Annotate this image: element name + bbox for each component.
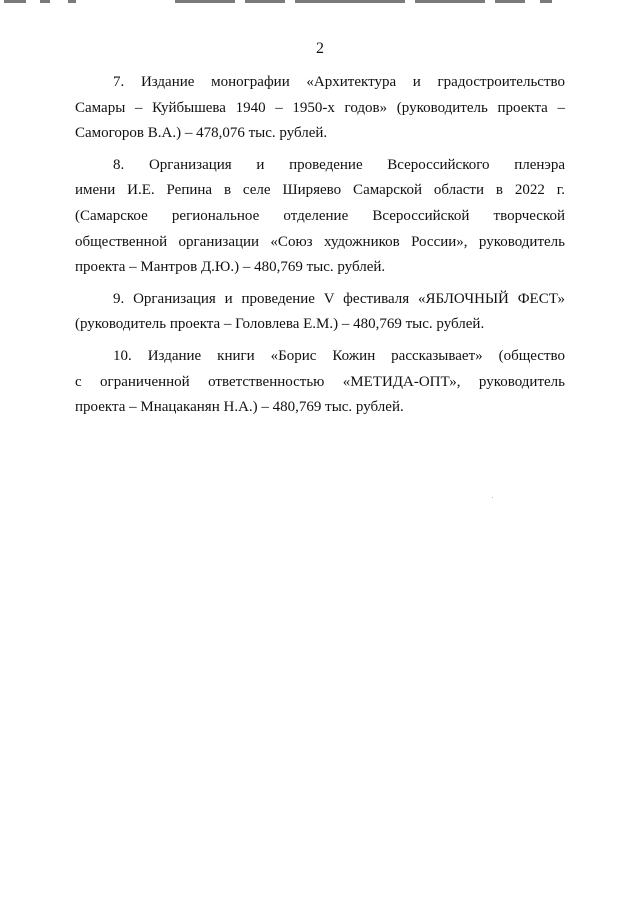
text-line: Самары – Куйбышева 1940 – 1950-х годов» (руководитель проекта –: [75, 99, 565, 116]
scan-edge-artifact: [0, 0, 640, 4]
text-line: 8. Организация и проведение Всероссийского пленэра: [113, 156, 565, 173]
text-line: 9. Организация и проведение V фестиваля «ЯБЛОЧНЫЙ ФЕСТ»: [113, 290, 565, 307]
text-line: общественной организации «Союз художников России», руководитель: [75, 233, 565, 250]
page-number: 2: [316, 40, 324, 57]
list-item: [75, 153, 565, 281]
list-item: [75, 70, 565, 147]
list-item: [75, 287, 565, 338]
document-body: [75, 70, 565, 427]
text-line: проекта – Мантров Д.Ю.) – 480,769 тыс. рублей.: [75, 259, 386, 276]
scan-speck: [492, 497, 493, 498]
text-line: 7. Издание монографии «Архитектура и градостроительство: [113, 74, 565, 90]
text-line: Самогоров В.А.) – 478,076 тыс. рублей.: [75, 125, 328, 142]
text-line: проекта – Мнацаканян Н.А.) – 480,769 тыс. рублей.: [75, 399, 404, 416]
text-line: с ограниченной ответственностью «МЕТИДА-ОПТ», руководитель: [75, 373, 565, 390]
text-line: (руководитель проекта – Головлева Е.М.) – 480,769 тыс. рублей.: [75, 316, 485, 333]
text-line: имени И.Е. Репина в селе Ширяево Самарской области в 2022 г.: [75, 182, 565, 199]
list-item: [75, 344, 565, 421]
text-line: 10. Издание книги «Борис Кожин рассказывает» (общество: [113, 347, 565, 364]
text-line: (Самарское региональное отделение Всероссийской творческой: [75, 207, 565, 224]
